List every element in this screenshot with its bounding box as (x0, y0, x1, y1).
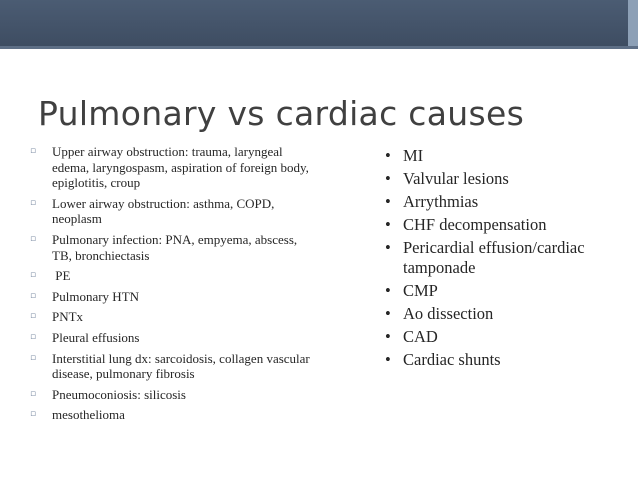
list-item-text: Pleural effusions (52, 329, 140, 345)
list-item-text: CHF decompensation (403, 215, 547, 234)
list-item (385, 215, 625, 235)
list-item (30, 387, 320, 403)
list-item-text: mesothelioma (52, 407, 125, 423)
square-bullet-icon: ▫ (30, 331, 37, 342)
dot-bullet-icon: • (385, 281, 391, 300)
dot-bullet-icon: • (385, 327, 391, 346)
list-item-text: Pulmonary infection: PNA, empyema, abscess, TB, bronchiectasis (52, 231, 298, 263)
list-item (385, 238, 625, 278)
list-item-text: PNTx (52, 309, 84, 325)
square-bullet-icon: ▫ (30, 197, 37, 208)
cardiac-causes-list (385, 146, 625, 373)
list-item-text: Pneumoconiosis: silicosis (52, 386, 186, 402)
list-item (30, 407, 320, 423)
list-item-text: CAD (403, 327, 438, 346)
square-bullet-icon: ▫ (30, 270, 37, 281)
list-item (30, 232, 320, 263)
header-bar (0, 0, 638, 46)
list-item (30, 351, 320, 382)
list-item (30, 330, 320, 346)
square-bullet-icon: ▫ (30, 409, 37, 420)
dot-bullet-icon: • (385, 192, 391, 211)
list-item (30, 268, 320, 284)
pulmonary-causes-list (30, 144, 320, 428)
list-item-text: Pulmonary HTN (52, 288, 140, 304)
list-item-text: Pericardial effusion/cardiac tamponade (403, 238, 585, 277)
list-item (385, 192, 625, 212)
list-item (385, 169, 625, 189)
dot-bullet-icon: • (385, 215, 391, 234)
square-bullet-icon: ▫ (30, 146, 37, 156)
list-item (385, 281, 625, 301)
header-edge (0, 46, 638, 49)
square-bullet-icon: ▫ (30, 290, 37, 301)
list-item (30, 144, 320, 191)
list-item-text: PE (52, 268, 71, 284)
list-item (30, 289, 320, 305)
list-item-text: CMP (403, 281, 438, 300)
dot-bullet-icon: • (385, 238, 391, 257)
dot-bullet-icon: • (385, 350, 391, 369)
dot-bullet-icon: • (385, 304, 391, 323)
square-bullet-icon: ▫ (30, 352, 37, 363)
square-bullet-icon: ▫ (30, 388, 37, 399)
list-item (30, 196, 320, 227)
list-item-text: Cardiac shunts (403, 350, 501, 369)
list-item-text: Upper airway obstruction: trauma, laryngeal edema, laryngospasm, aspiration of foreign body, epiglotitis, croup (52, 144, 309, 191)
list-item-text: Valvular lesions (403, 169, 509, 188)
list-item (385, 304, 625, 324)
list-item-text: Arrythmias (403, 192, 479, 211)
list-item (385, 350, 625, 370)
dot-bullet-icon: • (385, 146, 391, 165)
header-accent (628, 0, 638, 46)
square-bullet-icon: ▫ (30, 233, 37, 244)
list-item-text: Lower airway obstruction: asthma, COPD, neoplasm (52, 195, 275, 227)
list-item (385, 146, 625, 166)
dot-bullet-icon: • (385, 169, 391, 188)
list-item (385, 327, 625, 347)
slide-title: Pulmonary vs cardiac causes (38, 94, 525, 133)
list-item-text: Ao dissection (403, 304, 494, 323)
list-item-text: MI (403, 146, 424, 165)
square-bullet-icon: ▫ (30, 311, 37, 322)
list-item-text: Interstitial lung dx: sarcoidosis, collagen vascular disease, pulmonary fibrosis (52, 350, 310, 382)
list-item (30, 309, 320, 325)
